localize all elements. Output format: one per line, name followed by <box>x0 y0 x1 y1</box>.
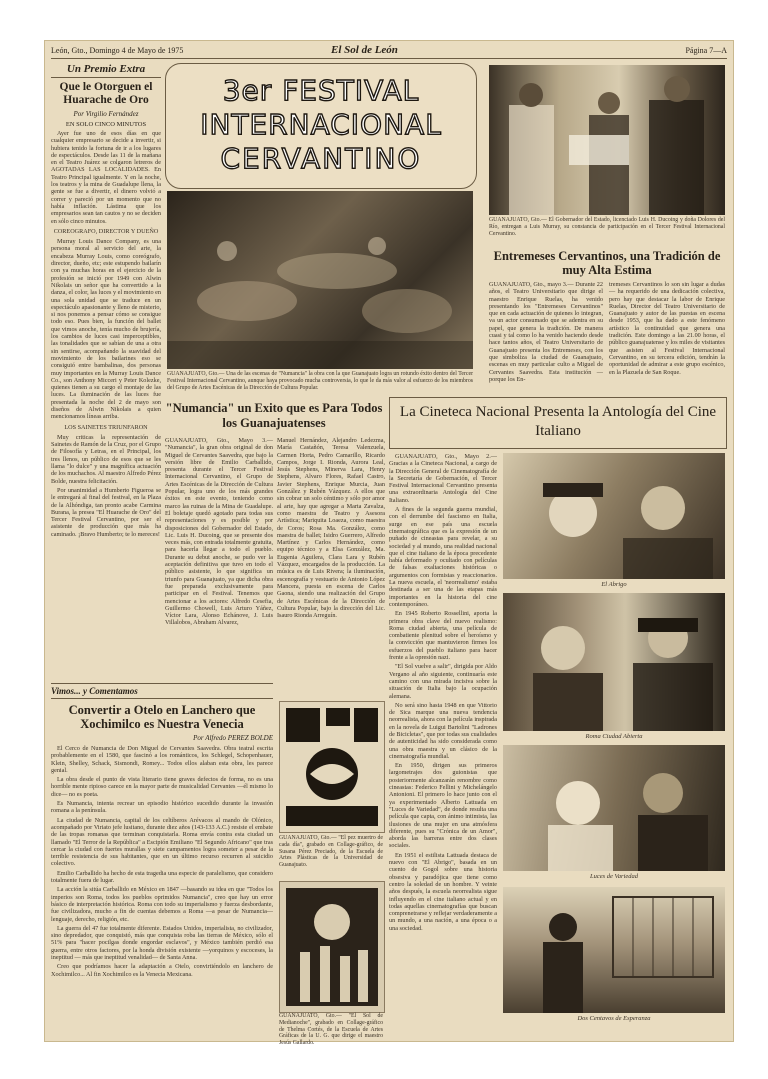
roma-figures <box>503 593 725 731</box>
sol-medianoche-artwork <box>280 882 384 1012</box>
masthead: El Sol de León <box>331 44 398 56</box>
vimos-paragraph-8: Creo que podríamos hacer la adaptación a Otelo, convirtiéndolo en lanchero de Xochimilco... Al fin Xochimilco es la Venecia Mexicana. <box>51 963 273 978</box>
governor-photo <box>489 65 725 215</box>
cineteca-paragraph-7: En 1951 el estilista Lattuada destaca de nuevo con "El Abrigo", basada en un cuento de Gogol sobre una historia obsesiva y paradójica que tiene como centro la soledad de un hombre. Y veinte años después, la escuela neorrealista sigue influyendo en el cine italiano actual y en todas aquellas cinematografías que buscan comprenetrarse y reflejar verdaderamente a un mundo, a una nación, a una época o a una sociedad. <box>389 851 497 932</box>
cineteca-paragraph-2: A fines de la segunda guerra mundial, con el derrumbe del fascismo en Italia, surge en ese país una escuela cinematográfica que es la expresión de un puñado de cineastas para revelar, a su sociedad y al mundo, una realidad nacional que el cine italiano de la época precedente había deformado y ocultado con películas de falsas exaltaciones históricas o argumentos con formistas y reaccionarios. La nueva escuela, el 'neorrealismo' estaba destinada a ser una de las etapas más importantes en la historia del cine contemporáneo. <box>389 506 497 608</box>
cineteca-title-box <box>389 397 727 449</box>
cineteca-paragraph-4: "El Sol vuelve a salir", dirigida por Aldo Vergano al año siguiente, continuaría este camino con una mirada incisiva sobre la situación de Italia bajo la ocupación alemana. <box>389 663 497 700</box>
film-still-el-abrigo <box>503 453 725 579</box>
premio-paragraph-4: Por unanimidad a Humberto Figueroa se le entregará al final del festival, en la Plaza de la Alhóndiga, tan pronto acabe Carmina Burana, la presea "El Huarache de Oro" del Tercer Festival Cervantino, por ser el asistente de producción que más ha caminado. ¡Bravo Humberto; te lo mereces! <box>51 486 161 538</box>
premio-body <box>51 130 161 538</box>
el-pez-artwork <box>280 702 384 832</box>
premio-paragraph-2: Murray Louis Dance Company, es una persona moral al servicio del arte, la encabeza Murray Louis, como coreógrafo, director, dueño, etc; este estupendo bailarín con ya muchas horas en el ejercicio de la profesión se inició por 1949 con Alwin Nikolais un señor que ha convertido a la danza, el color, las luces y el movimiento en una sola unidad que se traduce en un espectáculo apasionante y lleno de misterio, si nos ponemos a pensar cómo se consigue todo eso. Pues bien, la función del ballet que vimos anoche, tenía mucho de brujería, los cambios de luces casi imperceptibles, las tonalidades que se sabían de una a otra sin sentirse, acompañando la suavidad del movimiento de los bailarines eso se consiguió entre bambalinas, dos personas muy importantes en la Murray Louis Dance Co., son Anthony Micceri y Peter Kolezke, quienes tienen a su cargo el montaje de las luces. La iluminación de las luces fue presentada la noche del 2 de mayo son diseños de Alwin Nikolais a quien mencionamos líneas arriba. <box>51 238 161 421</box>
vimos-paragraph-3: Es Numancia, intenta recrear un episodio histórico sucedido durante la invasión romana a la península. <box>51 800 273 815</box>
festival-logo-line-2: INTERNACIONAL <box>200 108 442 141</box>
premio-subhead-2: COREOGRAFO, DIRECTOR Y DUEÑO <box>53 227 159 235</box>
premio-paragraph-1: Ayer fue uno de esos días en que cualquier empresario se decide a invertir, si hubiera tenido la fortuna de ir a los lugares de espectáculos. Desde las 11 de la mañana en el Teatro Juárez se colgaron letreros de AGOTADAS LAS LOCALIDADES. En Teatro Principal igualmente. Y en la noche, los teatros y la mina de Guadalupe llena, la gente se fue a divertir, el dinero volvió a correr y pareció por un momento que no había inflación. Lástima que los empresarios sean tan cautos y no se deciden en sólo cinco minutos. <box>51 130 161 225</box>
cineteca-body <box>389 453 497 1033</box>
premio-article <box>51 63 161 679</box>
photo-figures <box>167 191 473 369</box>
premio-kicker: Un Premio Extra <box>51 63 161 78</box>
art-print-el-pez-caption: GUANAJUATO, Gto.— "El pez muertro de cada día", grabado en Collage-gráfico, de Susana Pérez Preciado, de la Escuela de Artes Plásticas de la Universidad de Guanajuato. <box>279 835 383 869</box>
numancia-title: "Numancia" un Exito que es Para Todos los Guanajuatenses <box>165 401 383 430</box>
numancia-col-2: Manuel Hernández, Alejandro Ledezma, María Castañón, Teresa Valenzuela, Carmen Horta, Pedro Camarillo, Ricardo Campos, Jorge I. Rionda, Aurora Leal, Jesús Stephens, Minerva Lara, Henry Stephens, Alvaro Flores, Rafael Castro, Javier Stephens, Enrique Murcia, Juan González y Rubén Vázquez. A ellos que sin cobrar un solo céntimo y sólo por amor al arte, hay que agregar a Marta Zavalza, como maestra de Teatro y Asesora Artística; Mariquita Loaeza, como maestra de Coros; Rosa Ma. González, como maestra de ballet; Isidro Guerrero, Alfredo Martínez y Carlos Hernández, como equipo técnico y a Elsa González, Ma. Eugenia Aguilera, Clara Lara y Rubén Vázquez, encargados de la producción. La música es de Luis Rivera; la iluminación, escenografía y vestuario de Antonio López Mancera, puesta en escena de Carlos Gaona, siendo una realización del Grupo de Artes Escénicas de la Dirección de Cultura Popular, bajo la dirección del Lic. Isauro Rionda Arreguín. <box>277 437 385 620</box>
cineteca-paragraph-1: GUANAJUATO, Gto., Mayo 2.— Gracias a la Cineteca Nacional, a cargo de la Dirección General de Cinematografía de la Secretaría de Gobernación, el Tercer Festival Internacional Cervantino presenta una extraordinaria Antología del Cine Italiano. <box>389 453 497 504</box>
film-caption-roma: Roma Ciudad Abierta <box>585 733 643 740</box>
festival-logo-box <box>165 63 477 189</box>
vimos-body <box>51 745 273 978</box>
dateline: León, Gto., Domingo 4 de Mayo de 1975 <box>51 46 184 55</box>
vimos-paragraph-7: La guerra del 47 fue totalmente diferente. Estados Unidos, imperialista, no civilizador, sino depredador, que conquistó, más que conquista roba las tierras de México, sólo el 51% para "hacer pocilgas donde engordar esclavos", y México también perdió esa guerra, entre otros factores, por la honda división existente —yorquinos y escoceses, la ineptitud — más que ineptitud venalidad— de Santa Anna. <box>51 924 273 962</box>
premio-byline: Por Virgilio Fernández <box>73 110 139 118</box>
art-print-sol-medianoche-caption: GUANAJUATO, Gto.— "El Sol de Medianoche", grabado en Collage-gráfico de Thelma Cortés, de la Escuela de Artes Gráficas de la U. G. que dirige el maestro Jesús Gallardo. <box>279 1013 383 1047</box>
festival-logo-line-3: CERVANTINO <box>220 142 422 175</box>
newspaper-page <box>44 40 734 1047</box>
premio-subhead-3: LOS SAINETES TRIUNFARON <box>64 423 148 431</box>
vimos-kicker: Vimos... y Comentamos <box>51 686 273 699</box>
entremeses-col-1: GUANAJUATO, Gto., mayo 3.— Durante 22 años, el Teatro Universitario que dirige el maestro Enrique Ruelas, ha venido presentando los "Entremeses Cervantinos" que en cada actuación de quienes lo integran, va un actor consumado que se adentra en su papel, que genera la tradición. De manera cuasi y tal como lo ha venido haciendo desde hace tantos años, el Teatro Universitario de Guanajuato presenta los Entremeses, con los que simboliza la ciudad de Guanajuato, escenas en muy particular culto a Miguel de Cervantes Saavedra. Esta institución —porque los En- <box>489 281 603 383</box>
festival-logo-line-1: 3er FESTIVAL <box>222 74 420 107</box>
vimos-paragraph-4: La ciudad de Numancia, capital de los celtíberos Arévacos al mando de Olónico, acompañado por Viriato jefe lusitano, durante diez años (143-133 A.C.) resiste el embate de las tropas romanas que terminan conquistarla. Roma envía contra esta ciudad un llamado "El Terror de la República" a Escipión Emiliano "El Segundo Africano" que tras cercar la ciudad con fuertes murallas y siete campamentos logra someter a pesar de la terrible resistencia de sus habitantes, que en un último recurso recurren al suicidio colectivo. <box>51 816 273 868</box>
cineteca-title: La Cineteca Nacional Presenta la Antología del Cine Italiano <box>399 404 717 439</box>
film-still-dos-centavos <box>503 887 725 1013</box>
dos-centavos-figures <box>503 887 725 1013</box>
art-print-sol-medianoche <box>279 881 385 1013</box>
vimos-paragraph-1: El Cerco de Numancia de Don Miguel de Cervantes Saavedra. Obra teatral escrita probablemente en el 1580, que fascinó a los románticos, los Schlegel, Schopenhauer, Klein, Shelley, Schack, Sismondi, Romey... Todos ellos alaban esta obra, les parece genial. <box>51 745 273 774</box>
premio-title: Que le Otorguen el Huarache de Oro <box>59 81 153 106</box>
entremeses-col-2: tremeses Cervantinos lo son sin lugar a dudas— ha requerido de una dedicación colectiva, pero hay que destacar la labor de Enrique Ruelas, Director del Teatro Universitario de Guanajuato y autor de las puestas en escena desde 1953, que ha dado a este fenómeno artístico la continuidad que genera una tradición. Este domingo a las 21.00 horas, el público guanajuatense y los miles de visitantes que asisten al Festival Internacional Cervantino, en su tercera edición, tendrán la oportunidad de admirar a este grupo escénico, en la Plazuela de San Roque. <box>609 281 725 376</box>
film-caption-el-abrigo: El Abrigo <box>601 581 627 588</box>
luces-figures <box>503 745 725 871</box>
entremeses-title: Entremeses Cervantinos, una Tradición de muy Alta Estima <box>493 249 721 277</box>
governor-photo-figures <box>489 65 725 215</box>
el-abrigo-figures <box>503 453 725 579</box>
film-caption-dos-centavos: Dos Centavos de Esperanza <box>577 1015 651 1022</box>
governor-photo-caption: GUANAJUATO, Gto.— El Gobernador del Estado, licenciado Luis H. Ducoing y doña Dolores del Río, entregan a Luis Murray, su constancia de participación en el Tercer Festival Internacional Cervantino. <box>489 217 725 237</box>
premio-paragraph-3: Muy criticas la representación de Sainetes de Ramón de la Cruz, por el Grupo de Filosofía y Letras, en el Principal, los tres llenos, un público de esos que se les llama "lo dulce" y una magnífica actuación de los muchachos. Al maestro Alfredo Pérez Bolde, nuestra felicitación. <box>51 433 161 485</box>
numancia-col-1: GUANAJUATO, Gto., Mayo 3.— "Numancia", la gran obra original de don Miguel de Cervantes Saavedra, que bajo la versión libre de Emilio Carballido, presenta durante el Tercer Festival Internacional Cervantino, el Grupo de Artes Escénicas de la Dirección de Cultura Popular, logra uno de los más grandes éxitos en este evento, teniendo como marco las ruinas de la Mina de Guadalupe. El boletaje quedó agotado para todas sus representaciones y es posible y por disposiciones del Gobernador del Estado, Lic. Luis H. Ducoing, que se presente dos veces más, con entrada totalmente gratuita, para hacerla llegar a todo el pueblo. Durante su debut anoche, se pudo ver la aceptación definitiva que tuvo en todo el público asistente, lo que significa un triunfo para Guanajuato, ya que dicha obra fue preparada exclusivamente para participar en el Festival. Tenemos que mencionar a los actores: Alfredo Cesefia, Guillermo Chowell, Luis Arturo Yáñez, Víctor Lara, Alonso Echánove, J. Luis Villalobos, Abraham Alvarez, <box>165 437 273 627</box>
vimos-paragraph-6: La acción la sitúa Carballido en México en 1847 —basando su idea en que "Todos los imperios son Roma, todos los pueblos oprimidos Numancia", creo que hay un error básico de interpretación histórica. Roma con todo su imperialismo y fuerza desbordante, fue civilizadora, mucho a fin de cuentas debemos a Roma —a pesar de Numancia— lenguaje, derecho, religión, etc. <box>51 886 273 923</box>
vimos-paragraph-5: Emilio Carballido ha hecho de esta tragedia una especie de paralelismo, que considero totalmente fuera de lugar. <box>51 869 273 885</box>
premio-subhead-1: EN SOLO CINCO MINUTOS <box>65 121 147 128</box>
cineteca-paragraph-5: No será sino hasta 1948 en que Vittorio de Sica marque una nueva tendencia neorrealista, ahora con la película inspirada en la novela de Luigui Bartolini "Ladrones de Bicicletas", que por todas sus cualidades de autenticidad ha sido considerada como una obra maestra y un clásico de la cinematografía mundial. <box>389 701 497 760</box>
cineteca-paragraph-3: En 1945 Roberto Rossellini, aporta la primera obra clave del nuevo realismo: Roma ciudad abierta, una película de combatiente plenitud sobre el heroísmo y la convicción que mantuvieron firmes los esfuerzos del pueblo italiano para hacer frente a la opresión nazi. <box>389 610 497 662</box>
film-still-roma <box>503 593 725 731</box>
film-still-luces <box>503 745 725 871</box>
film-caption-luces: Luces de Variedad <box>589 873 639 880</box>
art-print-el-pez <box>279 701 385 833</box>
cineteca-paragraph-6: En 1950, dirigen sus primeros largometrajes dos guionistas que posteriormente alcanzarán renombre como cineastas: Federico Fellini y Michelángelo Antonioni. El primero lo hace junto con el ya experimentado Alberto Lattuada en "Luces de Variedad", de donde resulta una película que capta, con ánimo intimista, las ilusiones de una mujer en una atmósfera diferente, pues su "Crónica de un Amor", aborda las barreras entre dos clases sociales. <box>389 762 497 850</box>
numancia-photo-caption: GUANAJUATO, Gto.— Una de las escenas de "Numancia" la obra con la que Guanajuato logra un rotundo éxito dentro del Tercer Festival Internacional Cervantino, aunque haya provocado mucha controversia, lo que le da más valor al esfuerzo de los miembros del Grupo de Artes Escénicas de la Dirección de Cultura Popular. <box>167 371 473 391</box>
numancia-scene-photo <box>167 191 473 369</box>
page-header <box>51 44 727 59</box>
vimos-title: Convertir a Otelo en Lanchero que Xochimilco es Nuestra Venecia <box>68 703 256 731</box>
vimos-paragraph-2: La obra desde el punto de vista literario tiene graves defectos de forma, no es una horrible mente ripioso carece en la mayor parte de musicalidad Cervantes —él mismo lo dice— no es poeta. <box>51 776 273 798</box>
vimos-article <box>51 683 273 1036</box>
page-number: Página 7—A <box>685 46 727 55</box>
vimos-byline: Por Alfredo PEREZ BOLDE <box>193 734 273 742</box>
